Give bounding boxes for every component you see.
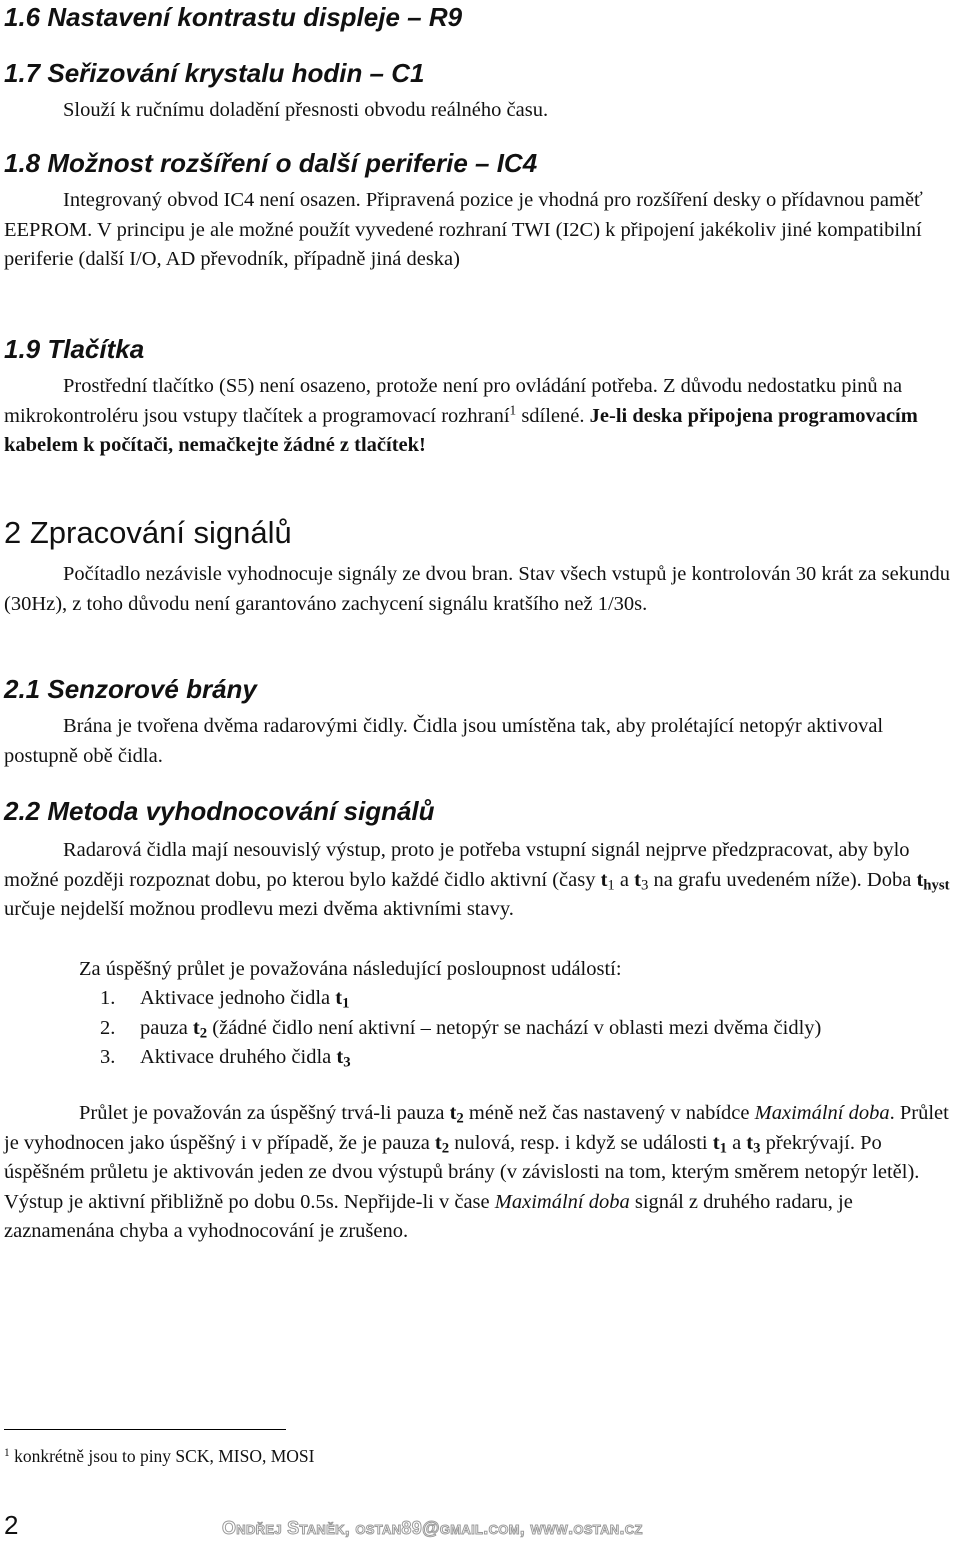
footnote: $^1$ konkrétně jsou to piny SCK, MISO, MOSI: [4, 1446, 315, 1466]
paragraph-2-2-a: Radarová čidla mají nesouvislý výstup, proto je potřeba vstupní signál nejprve předzpracovat, aby bylo možné později rozpoznat dobu, po kterou bylo každé čidlo aktivní (časy $t_1$ a $t_3$ na grafu uvedeném níže). Doba $t_{hyst}$ určuje nejdelší možnou prodlevu mezi dvěma aktivními stavy.: [4, 839, 950, 920]
list-intro: Za úspěšný průlet je považována následující posloupnost událostí:: [79, 958, 622, 980]
heading-2-1: 2.1 Senzorové brány: [4, 674, 257, 704]
heading-2: 2 Zpracování signálů: [4, 515, 292, 550]
page-number: 2: [4, 1510, 19, 1540]
list-item: 3. Aktivace druhého čidla $t_3$: [100, 1046, 351, 1071]
list-item: 2. pauza $t_2$ (žádné čidlo není aktivní – netopýr se nachází v oblasti mezi dvěma čidly): [100, 1016, 822, 1042]
heading-1-9: 1.9 Tlačítka: [4, 334, 145, 364]
paragraph-2: Počítadlo nezávisle vyhodnocuje signály ze dvou bran. Stav všech vstupů je kontrolován 30 krát za sekundu (30Hz), z toho důvodu není garantováno zachycení signálu kratšího než 1/30s.: [4, 563, 950, 615]
footnote-separator: [4, 1429, 286, 1430]
footnote-ref: 1: [509, 402, 517, 418]
heading-1-8: 1.8 Možnost rozšíření o další periferie – IC4: [4, 148, 538, 178]
list-item: 1. Aktivace jednoho čidla $t_1$: [100, 987, 350, 1012]
footer-author: Ondřej Staněk, ostan89@gmail.com, www.ostan.cz: [222, 1518, 643, 1538]
heading-1-6: 1.6 Nastavení kontrastu displeje – R9: [4, 2, 463, 32]
heading-2-2: 2.2 Metoda vyhodnocování signálů: [4, 796, 435, 826]
paragraph-1-7: Slouží k ručnímu doladění přesnosti obvodu reálného času.: [63, 99, 549, 121]
paragraph-1-9: Prostřední tlačítko (S5) není osazeno, protože není pro ovládání potřeba. Z důvodu nedostatku pinů na mikrokontroléru jsou vstupy tlačítek a programovací rozhraní$^1$ sdílené. Je-li deska připojena programovacím kabelem k počítači, nemačkejte žádné z tlačítek!: [4, 375, 918, 456]
paragraph-1-8: Integrovaný obvod IC4 není osazen. Připravená pozice je vhodná pro rozšíření desky o přídavnou paměť EEPROM. V principu je ale možné použít vyvedené rozhraní TWI (I2C) k připojení jakékoliv jiné kompatibilní periferie (další I/O, AD převodník, případně jiná deska): [4, 189, 923, 270]
paragraph-2-2-b: Průlet je považován za úspěšný trvá-li pauza $t_2$ méně než čas nastavený v nabídce Maximální doba. Průlet je vyhodnocen jako úspěšný i v případě, že je pauza $t_2$ nulová, resp. i když se události $t_1$ a $t_3$ překrývají. Po úspěšném průletu je aktivován jeden ze dvou výstupů brány (v závislosti na tom, kterým směrem netopýr letěl). Výstup je aktivní přibližně po dobu 0.5s. Nepřijde-li v čase Maximální doba signál z druhého radaru, je zaznamenána chyba a vyhodnocování je zrušeno.: [4, 1102, 949, 1242]
paragraph-2-1: Brána je tvořena dvěma radarovými čidly. Čidla jsou umístěna tak, aby prolétající netopýr aktivoval postupně obě čidla.: [4, 715, 884, 767]
event-list: [100, 984, 930, 1073]
warning-text: Je-li deska připojena programovacím kabelem k počítači, nemačkejte žádné z tlačítek!: [4, 404, 918, 456]
heading-1-7: 1.7 Seřizování krystalu hodin – C1: [4, 58, 425, 88]
